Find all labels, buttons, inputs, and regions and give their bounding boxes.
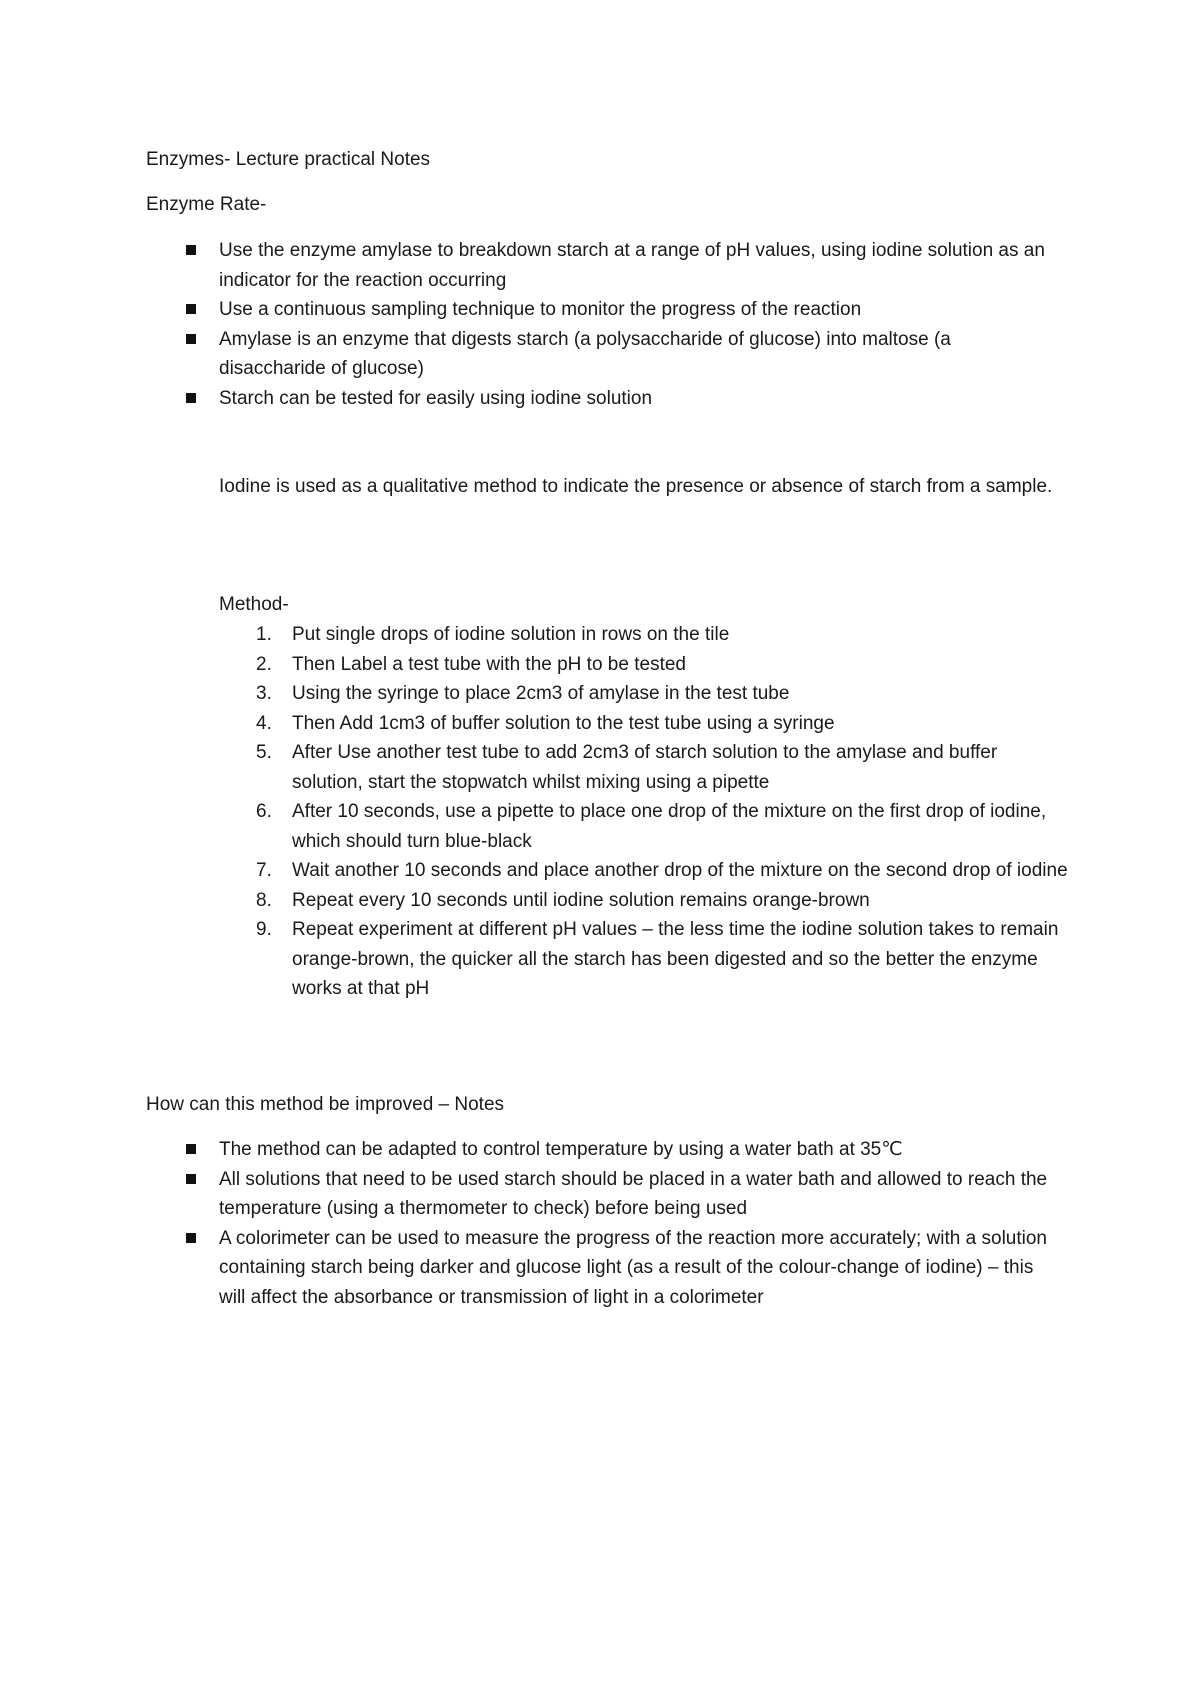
list-item bbox=[0, 620, 1072, 650]
list-item bbox=[0, 325, 1059, 384]
improvements-bullet-list bbox=[0, 1135, 1059, 1312]
list-item bbox=[0, 738, 1072, 797]
list-item bbox=[0, 1224, 1059, 1313]
step-number: 2. bbox=[256, 653, 272, 675]
document-title: Enzymes- Lecture practical Notes bbox=[146, 149, 431, 170]
enzyme-rate-heading: Enzyme Rate- bbox=[146, 194, 267, 215]
list-item bbox=[0, 1135, 1059, 1165]
list-item bbox=[0, 650, 1072, 680]
bullet-text: All solutions that need to be used starch should be placed in a water bath and allowed to reach the temperature (using a thermometer to check) before being used bbox=[219, 1168, 1048, 1219]
step-number: 5. bbox=[256, 742, 272, 763]
step-text: Repeat experiment at different pH values – the less time the iodine solution takes to remain orange-brown, the quicker all the starch has been digested and so the better the enzyme works at that pH bbox=[292, 919, 1059, 999]
square-bullet-icon bbox=[186, 1233, 196, 1243]
bullet-text: Use the enzyme amylase to breakdown starch at a range of pH values, using iodine solution as an indicator for the reaction occurring bbox=[219, 240, 1045, 291]
list-item bbox=[0, 886, 1072, 916]
step-number: 6. bbox=[256, 801, 272, 822]
list-item bbox=[0, 709, 1072, 739]
method-heading: Method- bbox=[219, 594, 289, 615]
list-item bbox=[0, 295, 1059, 325]
step-text: Then Label a test tube with the pH to be tested bbox=[292, 653, 686, 675]
square-bullet-icon bbox=[186, 245, 196, 255]
list-item bbox=[0, 856, 1072, 886]
bullet-text: Amylase is an enzyme that digests starch (a polysaccharide of glucose) into maltose (a disaccharide of glucose) bbox=[219, 328, 951, 379]
step-text: After 10 seconds, use a pipette to place one drop of the mixture on the first drop of iodine, which should turn blue-black bbox=[292, 801, 1047, 852]
enzyme-rate-bullet-list bbox=[0, 236, 1059, 413]
square-bullet-icon bbox=[186, 304, 196, 314]
step-number: 1. bbox=[256, 624, 272, 645]
bullet-text: A colorimeter can be used to measure the progress of the reaction more accurately; with a solution containing starch being darker and glucose light (as a result of the colour-change of iodine) – this will affect the absorbance or transmission of light in a colorimeter bbox=[219, 1227, 1047, 1308]
list-item bbox=[0, 679, 1072, 709]
step-text: After Use another test tube to add 2cm3 of starch solution to the amylase and buffer solution, start the stopwatch whilst mixing using a pipette bbox=[292, 742, 998, 793]
list-item bbox=[0, 797, 1072, 856]
bullet-text: Starch can be tested for easily using iodine solution bbox=[219, 387, 653, 409]
step-text: Using the syringe to place 2cm3 of amylase in the test tube bbox=[292, 683, 790, 704]
step-text: Put single drops of iodine solution in rows on the tile bbox=[292, 624, 730, 645]
step-text: Then Add 1cm3 of buffer solution to the test tube using a syringe bbox=[292, 712, 835, 734]
list-item bbox=[0, 915, 1072, 1004]
step-number: 4. bbox=[256, 712, 272, 734]
square-bullet-icon bbox=[186, 334, 196, 344]
square-bullet-icon bbox=[186, 393, 196, 403]
bullet-text: The method can be adapted to control temperature by using a water bath at 35℃ bbox=[219, 1139, 903, 1160]
bullet-text: Use a continuous sampling technique to monitor the progress of the reaction bbox=[219, 299, 862, 320]
improvements-heading: How can this method be improved – Notes bbox=[146, 1094, 505, 1115]
step-number: 9. bbox=[256, 919, 272, 940]
iodine-paragraph: Iodine is used as a qualitative method to indicate the presence or absence of starch from a sample. bbox=[219, 476, 1053, 497]
method-steps-list bbox=[0, 620, 1072, 1004]
list-item bbox=[0, 1165, 1059, 1224]
list-item bbox=[0, 236, 1059, 295]
step-number: 3. bbox=[256, 683, 272, 704]
step-number: 7. bbox=[256, 860, 272, 881]
step-text: Repeat every 10 seconds until iodine solution remains orange-brown bbox=[292, 889, 870, 911]
step-number: 8. bbox=[256, 889, 272, 911]
list-item bbox=[0, 384, 1059, 414]
square-bullet-icon bbox=[186, 1144, 196, 1154]
square-bullet-icon bbox=[186, 1174, 196, 1184]
step-text: Wait another 10 seconds and place another drop of the mixture on the second drop of iodine bbox=[292, 860, 1068, 881]
